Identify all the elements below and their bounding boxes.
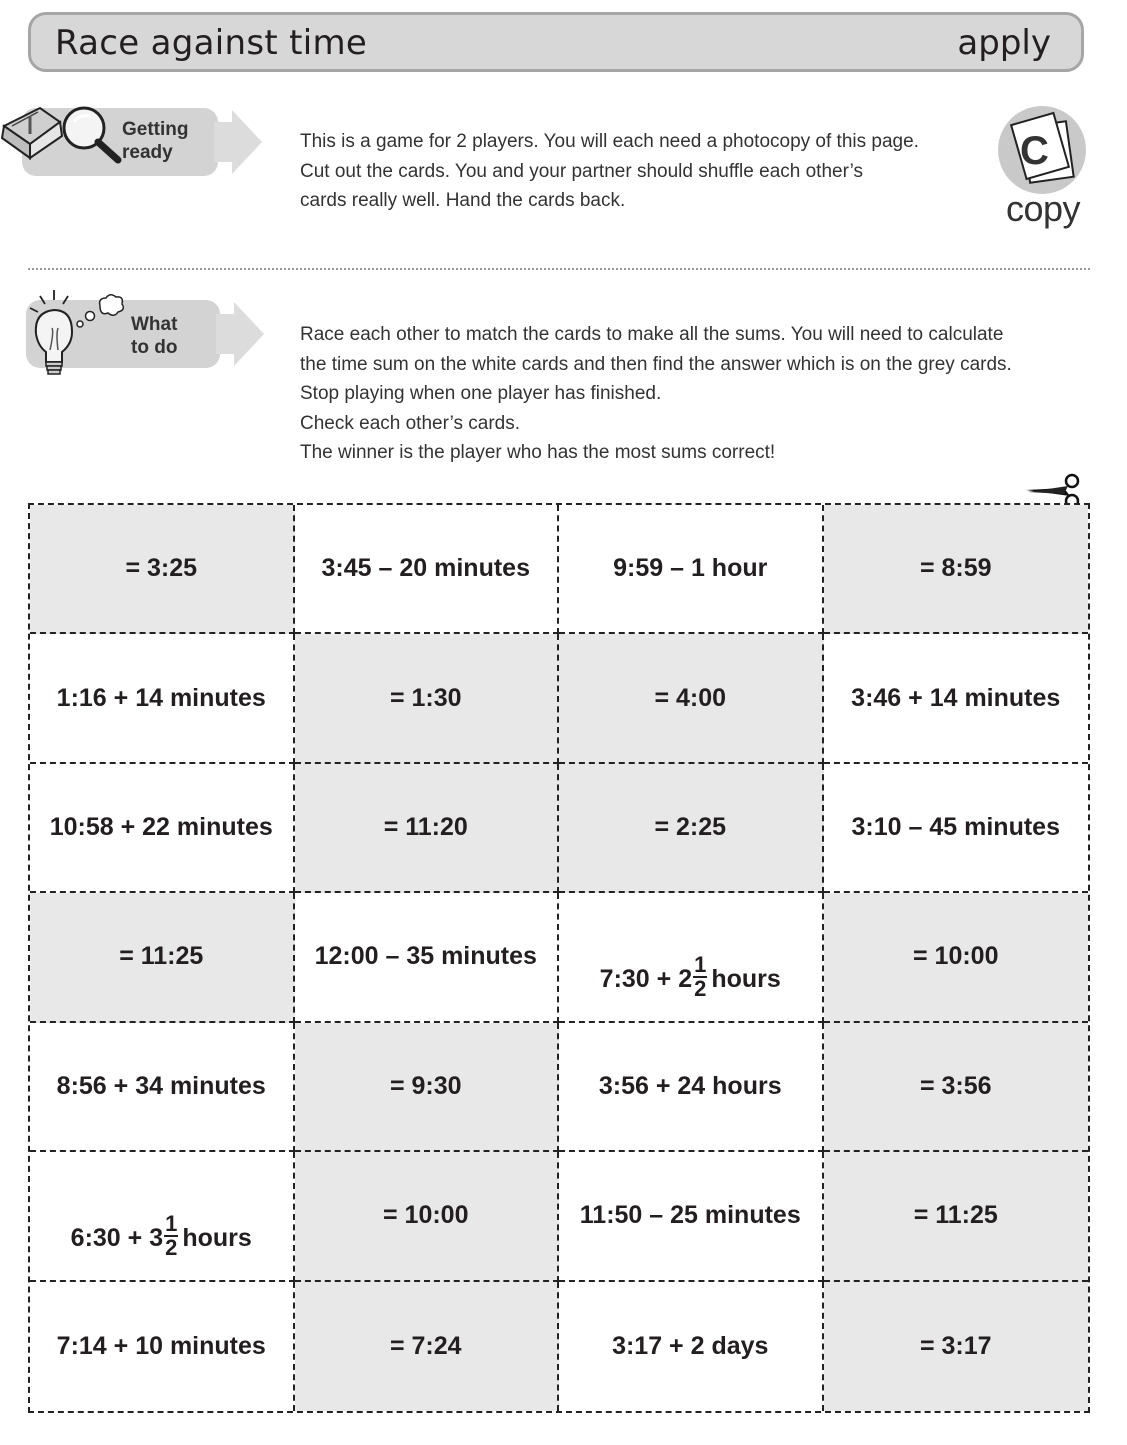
what-to-do-line2: to do [131, 337, 178, 358]
sum-card [30, 1282, 295, 1411]
sum-card [559, 1282, 824, 1411]
card-text: = 7:24 [389, 1331, 462, 1360]
sum-card [559, 505, 824, 634]
sum-card [295, 505, 560, 634]
text-line: Stop playing when one player has finished. [300, 383, 662, 404]
fraction-denominator: 2 [165, 1234, 178, 1260]
card-text: = 11:25 [119, 942, 204, 971]
answer-card [824, 1023, 1089, 1152]
card-text: 11:50 – 25 minutes [579, 1201, 801, 1230]
card-prefix: 6:30 + 3 [70, 1223, 164, 1252]
card-text: 8:56 + 34 minutes [56, 1071, 266, 1100]
answer-card [295, 1023, 560, 1152]
card-text: = 1:30 [389, 683, 462, 712]
card-suffix: hours [182, 1223, 252, 1252]
getting-ready-line1: Getting [122, 119, 189, 140]
answer-card [295, 1152, 560, 1281]
text-line: Check each other’s cards. [300, 412, 521, 434]
answer-card [295, 764, 560, 893]
section-divider [28, 268, 1090, 270]
text-line: This is a game for 2 players. You will each need a photocopy of this page. [300, 131, 919, 152]
page-title: Race against time [55, 23, 368, 63]
lightbulb-icon [28, 288, 128, 380]
sum-card [30, 634, 295, 763]
sum-card [295, 893, 560, 1022]
answer-card [559, 634, 824, 763]
sum-card [824, 764, 1089, 893]
text-line: Cut out the cards. You and your partner should shuffle each other’s [300, 160, 863, 182]
card-text: = 3:17 [919, 1331, 992, 1360]
card-text: = 4:00 [654, 683, 727, 712]
text-line: Race each other to match the cards to make all the sums. You will need to calculate [300, 324, 1004, 345]
card-text: 12:00 – 35 minutes [314, 942, 537, 971]
card-grid [28, 503, 1090, 1413]
card-text: = 9:30 [389, 1071, 462, 1100]
fraction-denominator: 2 [694, 975, 707, 1001]
section-tag: apply [957, 23, 1051, 63]
sum-card [559, 1152, 824, 1281]
card-text: 3:10 – 45 minutes [851, 813, 1060, 842]
card-text: 1:16 + 14 minutes [56, 683, 266, 712]
card-text: = 11:25 [913, 1201, 998, 1230]
answer-card [559, 764, 824, 893]
card-text: = 3:56 [919, 1071, 992, 1100]
fraction-numerator: 1 [694, 951, 707, 977]
card-text: 3:45 – 20 minutes [321, 554, 530, 583]
text-line: the time sum on the white cards and then find the answer which is on the grey cards. [300, 353, 1012, 375]
book-magnifier-icon [0, 96, 130, 176]
text-line: cards really well. Hand the cards back. [300, 190, 626, 211]
answer-card [295, 634, 560, 763]
card-text [70, 1207, 252, 1260]
answer-card [824, 505, 1089, 634]
sum-card [824, 634, 1089, 763]
card-text: 10:58 + 22 minutes [49, 813, 273, 842]
fraction [693, 951, 707, 1001]
sum-card [559, 893, 824, 1022]
card-text: 3:17 + 2 days [612, 1331, 769, 1360]
card-text: = 11:20 [383, 813, 468, 842]
getting-ready-line2: ready [122, 142, 173, 163]
fraction-numerator: 1 [165, 1210, 178, 1236]
title-bar [28, 12, 1084, 72]
copy-letter: C [1020, 129, 1049, 173]
fraction [164, 1210, 178, 1260]
card-text: 3:46 + 14 minutes [851, 683, 1061, 712]
card-text: 7:14 + 10 minutes [56, 1331, 266, 1360]
getting-ready-text [300, 127, 919, 216]
sum-card [30, 1152, 295, 1281]
answer-card [30, 505, 295, 634]
card-text: = 8:59 [919, 554, 992, 583]
answer-card [824, 1152, 1089, 1281]
card-text: 9:59 – 1 hour [613, 554, 768, 583]
card-text: = 10:00 [383, 1201, 469, 1230]
sum-card [30, 764, 295, 893]
answer-card [824, 893, 1089, 1022]
sum-card [30, 1023, 295, 1152]
card-prefix: 7:30 + 2 [599, 964, 693, 993]
text-line: The winner is the player who has the most sums correct! [300, 442, 776, 463]
what-to-do-line1: What [131, 314, 178, 335]
what-to-do-text [300, 320, 1012, 468]
card-text: 3:56 + 24 hours [598, 1071, 782, 1100]
card-text: = 10:00 [913, 942, 999, 971]
sum-card [559, 1023, 824, 1152]
card-text [599, 948, 781, 1001]
card-text: = 2:25 [654, 813, 727, 842]
answer-card [824, 1282, 1089, 1411]
card-text: = 3:25 [125, 554, 198, 583]
card-suffix: hours [711, 964, 781, 993]
answer-card [30, 893, 295, 1022]
copy-label: copy [1006, 188, 1081, 229]
answer-card [295, 1282, 560, 1411]
